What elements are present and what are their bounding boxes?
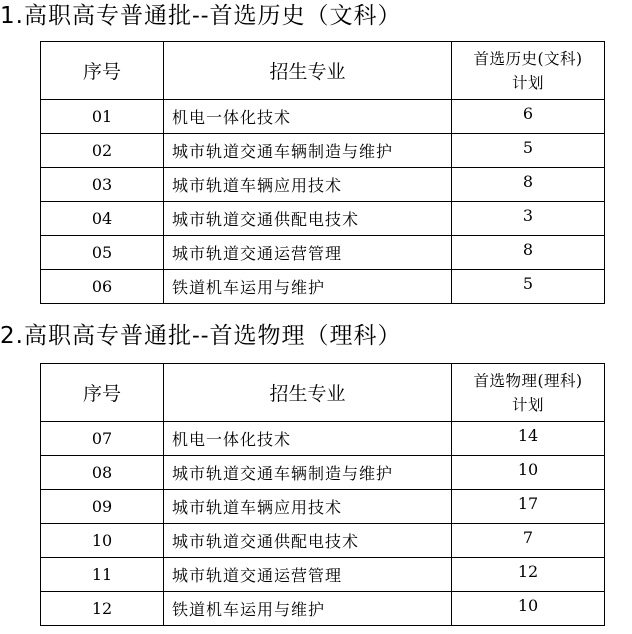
cell-seq: 04 [41, 202, 164, 236]
table-row [41, 592, 605, 626]
cell-count [452, 236, 605, 270]
cell-seq: 12 [41, 592, 164, 626]
cell-count [452, 558, 605, 592]
table-row [41, 202, 605, 236]
table-row [41, 100, 605, 134]
cell-seq: 03 [41, 168, 164, 202]
cell-count [452, 270, 605, 304]
count-value: 10 [517, 460, 539, 479]
header-major: 招生专业 [164, 42, 452, 100]
table-header-row [41, 42, 605, 100]
header-plan-line2: 计划 [511, 395, 544, 414]
count-value: 5 [522, 138, 534, 157]
cell-count [452, 168, 605, 202]
table-row [41, 422, 605, 456]
table-row [41, 236, 605, 270]
cell-major: 城市轨道交通供配电技术 [164, 202, 452, 236]
cell-seq: 02 [41, 134, 164, 168]
count-value: 7 [522, 528, 534, 547]
cell-major: 铁道机车运用与维护 [164, 270, 452, 304]
header-seq: 序号 [41, 42, 164, 100]
cell-count [452, 592, 605, 626]
table-row [41, 524, 605, 558]
table-row [41, 558, 605, 592]
cell-count [452, 456, 605, 490]
header-plan-line1: 首选物理(理科) [473, 371, 583, 390]
section-number: 1. [0, 3, 24, 29]
cell-seq: 07 [41, 422, 164, 456]
section-title-text: 高职高专普通批--首选历史（文科） [23, 3, 402, 29]
header-plan-line2: 计划 [511, 73, 544, 92]
enrollment-table-physics [40, 363, 605, 626]
cell-major: 铁道机车运用与维护 [164, 592, 452, 626]
count-value: 10 [517, 596, 539, 615]
header-plan [452, 364, 605, 422]
header-plan-line1: 首选历史(文科) [473, 49, 583, 68]
count-value: 12 [517, 562, 539, 581]
count-value: 17 [517, 494, 539, 513]
section-title-physics [0, 322, 402, 350]
cell-major: 城市轨道交通运营管理 [164, 236, 452, 270]
section-number: 2. [0, 323, 24, 349]
cell-major: 城市轨道交通车辆制造与维护 [164, 456, 452, 490]
table-row [41, 270, 605, 304]
cell-count [452, 134, 605, 168]
count-value: 8 [522, 172, 534, 191]
cell-major: 机电一体化技术 [164, 100, 452, 134]
count-value: 8 [522, 240, 534, 259]
count-value: 6 [522, 104, 534, 123]
table-row [41, 490, 605, 524]
section-title-history [0, 2, 402, 30]
cell-major: 城市轨道车辆应用技术 [164, 168, 452, 202]
enrollment-table-history [40, 41, 605, 304]
header-plan [452, 42, 605, 100]
cell-seq: 06 [41, 270, 164, 304]
cell-seq: 05 [41, 236, 164, 270]
cell-count [452, 100, 605, 134]
header-seq: 序号 [41, 364, 164, 422]
cell-count [452, 422, 605, 456]
count-value: 14 [517, 426, 539, 445]
cell-count [452, 490, 605, 524]
table-row [41, 168, 605, 202]
cell-count [452, 202, 605, 236]
table-row [41, 134, 605, 168]
count-value: 3 [522, 206, 534, 225]
cell-count [452, 524, 605, 558]
cell-seq: 08 [41, 456, 164, 490]
cell-seq: 01 [41, 100, 164, 134]
count-value: 5 [522, 274, 534, 293]
section-title-text: 高职高专普通批--首选物理（理科） [23, 323, 402, 349]
table-row [41, 456, 605, 490]
cell-major: 城市轨道交通供配电技术 [164, 524, 452, 558]
cell-major: 城市轨道交通运营管理 [164, 558, 452, 592]
header-major: 招生专业 [164, 364, 452, 422]
table-header-row [41, 364, 605, 422]
cell-major: 城市轨道车辆应用技术 [164, 490, 452, 524]
cell-seq: 11 [41, 558, 164, 592]
cell-major: 城市轨道交通车辆制造与维护 [164, 134, 452, 168]
cell-seq: 10 [41, 524, 164, 558]
cell-major: 机电一体化技术 [164, 422, 452, 456]
cell-seq: 09 [41, 490, 164, 524]
